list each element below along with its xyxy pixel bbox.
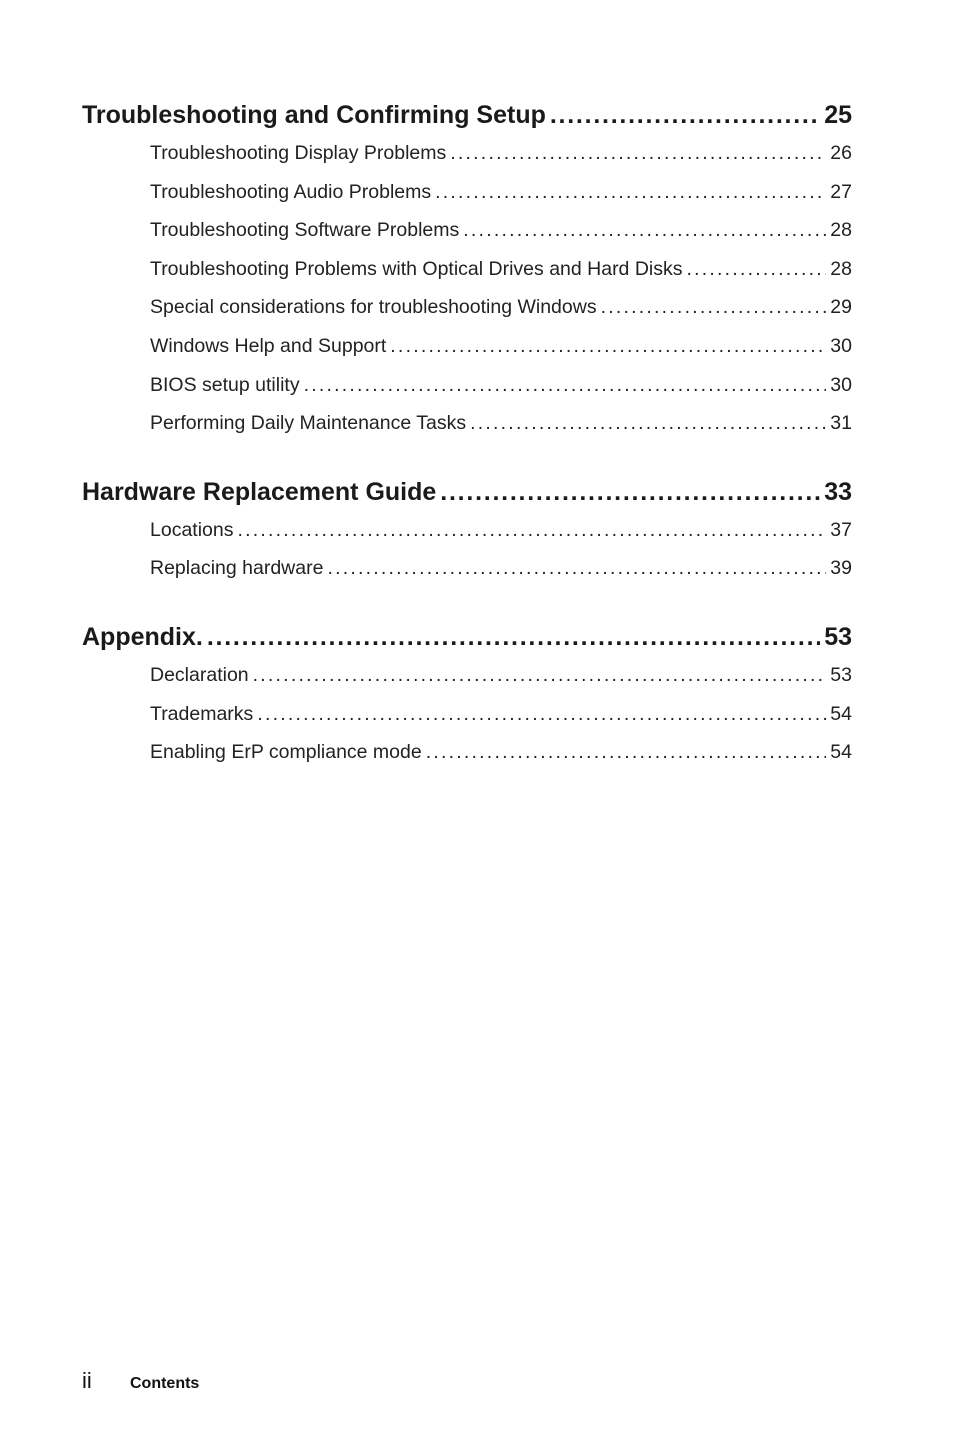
toc-entry-title: Troubleshooting Display Problems [150,142,447,164]
dot-leader [237,511,826,550]
dot-leader [435,173,826,212]
toc-section-hardware [82,473,852,588]
dot-leader [257,695,826,734]
toc-entry-title: Special considerations for troubleshooting Windows [150,296,597,319]
toc-entry-row[interactable] [150,250,852,289]
toc-entry-page: 30 [830,334,852,357]
toc-entry-page: 31 [830,412,852,435]
toc-entry-row[interactable] [150,211,852,250]
dot-leader [304,366,827,405]
footer-page-number: ii [82,1368,92,1393]
toc-chapter-row[interactable] [82,473,852,511]
toc-entry-page: 26 [830,142,852,164]
toc-entry-title: Windows Help and Support [150,334,387,357]
toc-entry-row[interactable] [150,695,852,734]
toc-chapter-title: Appendix. [82,622,203,651]
toc-entry-row[interactable] [150,656,852,695]
toc-entry-row[interactable] [150,173,852,212]
toc-entry-row[interactable] [150,549,852,588]
toc-entry-title: Locations [150,518,234,541]
toc-entry-page: 28 [830,257,852,280]
toc-entry-row[interactable] [150,404,852,443]
toc-entry-row[interactable] [150,733,852,772]
table-of-contents [82,96,852,772]
toc-chapter-row[interactable] [82,618,852,656]
toc-chapter-title: Troubleshooting and Confirming Setup [82,101,546,129]
toc-section-troubleshooting [82,96,852,443]
dot-leader [687,250,827,289]
toc-entry-page: 27 [830,180,852,203]
toc-entry-page: 30 [830,373,852,396]
toc-entry-page: 37 [830,518,852,541]
toc-entry-row[interactable] [150,134,852,173]
toc-entry-page: 39 [830,557,852,580]
toc-entry-title: BIOS setup utility [150,373,300,396]
toc-chapter-page: 53 [824,622,852,651]
dot-leader [207,618,820,656]
page-footer [82,1368,199,1394]
toc-entry-page: 29 [830,296,852,319]
toc-chapter-page: 25 [824,101,852,129]
toc-entry-row[interactable] [150,366,852,405]
toc-chapter-page: 33 [824,477,852,506]
footer-label: Contents [130,1375,200,1392]
dot-leader [253,656,827,695]
toc-chapter-row[interactable] [82,96,852,134]
toc-entry-title: Troubleshooting Software Problems [150,219,460,242]
dot-leader [390,327,826,366]
toc-entry-row[interactable] [150,327,852,366]
toc-entry-page: 28 [830,219,852,242]
dot-leader [470,404,826,443]
toc-entry-page: 54 [830,702,852,725]
dot-leader [450,134,826,173]
dot-leader [426,733,827,772]
toc-entry-title: Troubleshooting Audio Problems [150,180,432,203]
toc-section-appendix [82,618,852,772]
dot-leader [550,96,820,134]
toc-entry-title: Replacing hardware [150,557,324,580]
toc-entry-title: Trademarks [150,702,254,725]
toc-entry-page: 54 [830,741,852,764]
toc-entry-title: Troubleshooting Problems with Optical Drives and Hard Disks [150,257,683,280]
toc-chapter-title: Hardware Replacement Guide [82,477,437,506]
toc-entry-row[interactable] [150,288,852,327]
dot-leader [463,211,826,250]
toc-entry-title: Enabling ErP compliance mode [150,741,422,764]
toc-entry-row[interactable] [150,511,852,550]
toc-entry-title: Declaration [150,663,249,686]
dot-leader [601,288,827,327]
dot-leader [327,549,826,588]
toc-entry-page: 53 [830,663,852,686]
dot-leader [440,473,820,511]
toc-entry-title: Performing Daily Maintenance Tasks [150,412,467,435]
